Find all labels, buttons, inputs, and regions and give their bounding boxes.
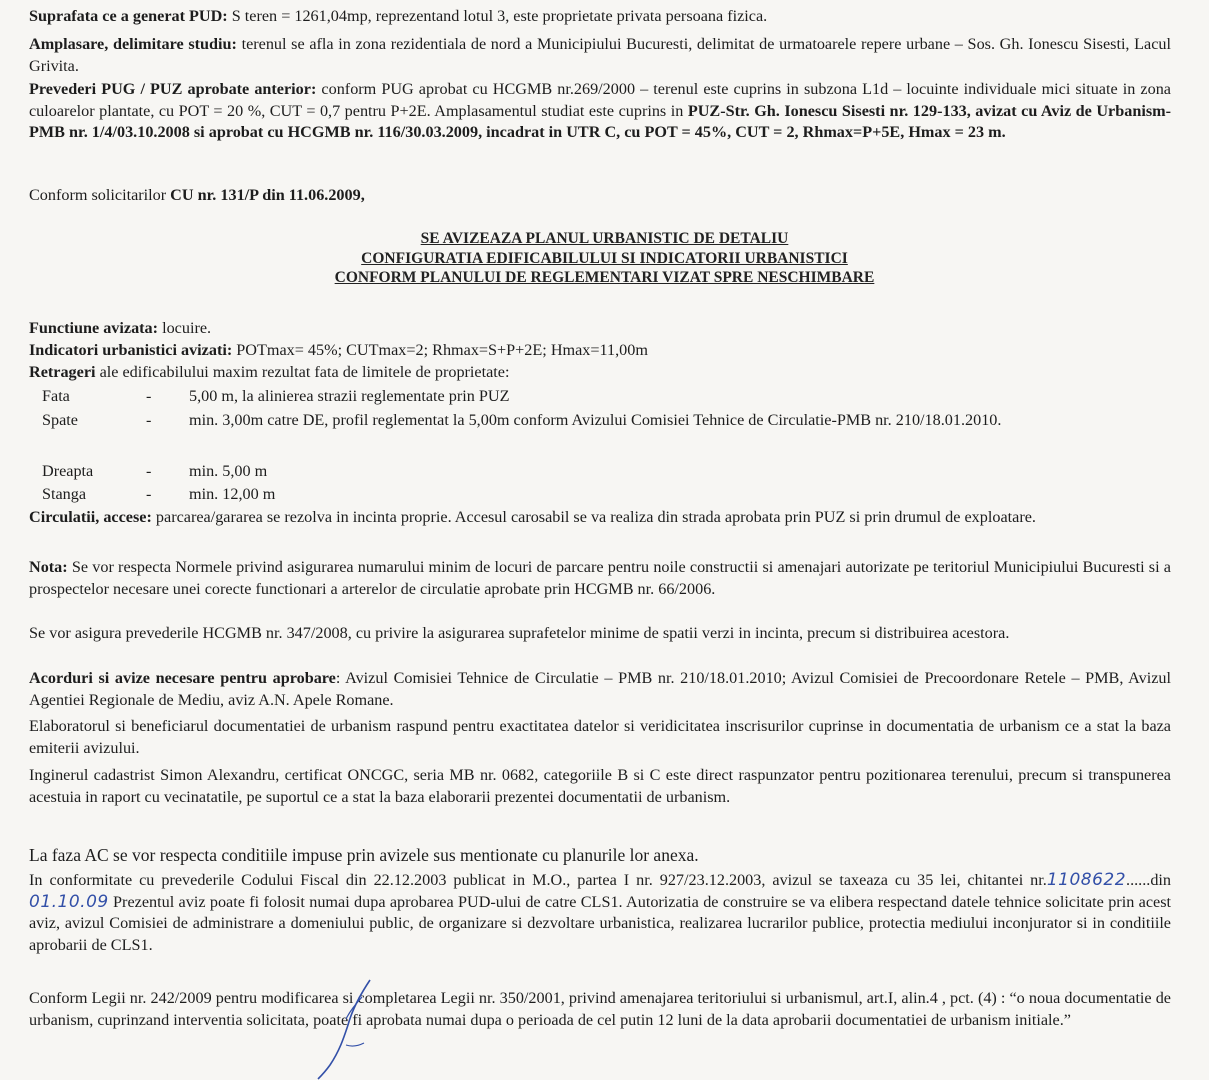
ret-name-spate: Spate <box>42 411 78 429</box>
text-conformitate-b: ......din <box>1126 871 1171 889</box>
paragraph-legea: Conform Legii nr. 242/2009 pentru modificarea si completarea Legii nr. 350/2001, privind amenajarea teritoriului si urbanismul, art.I, alin.4 , pct. (4) : “o noua documentatie de urbanism, cuprinzand interventia solicitata, poate fi aprobata numai dupa o perioada de cel putin 12 luni de la data aprobarii documentatiei de urbanism initiale.” <box>29 989 1171 1029</box>
handwritten-receipt-number: 1108622 <box>1046 870 1127 890</box>
ret-name-stanga: Stanga <box>42 485 87 503</box>
ret-dash-spate: - <box>146 411 152 429</box>
label-circulatii: Circulatii, accese: <box>29 508 152 526</box>
text-circulatii: parcarea/gararea se rezolva in incinta proprie. Accesul carosabil se va realiza din strada aprobata prin PUZ si prin drumul de exploatare. <box>151 508 1036 526</box>
ret-value-dreapta: min. 5,00 m <box>189 462 268 480</box>
text-indicatori: POTmax= 45%; CUTmax=2; Rhmax=S+P+2E; Hmax=11,00m <box>232 341 648 359</box>
label-acorduri: Acorduri si avize necesare pentru aprobare <box>29 669 336 687</box>
label-indicatori: Indicatori urbanistici avizati: <box>29 341 233 359</box>
signature-mark <box>300 975 420 1080</box>
ret-name-dreapta: Dreapta <box>42 462 94 480</box>
heading-line-1: SE AVIZEAZA PLANUL URBANISTIC DE DETALIU <box>420 230 789 247</box>
paragraph-indicatori <box>29 340 1171 362</box>
paragraph-acorduri <box>29 668 1171 711</box>
text-acorduri: : Avizul Comisiei Tehnice de Circulatie – PMB nr. 210/18.01.2010; Avizul Comisiei de Precoordonare Retele – PMB, Avizul Agentiei Regionale de Mediu, aviz A.N. Apele Romane. <box>29 669 1171 709</box>
paragraph-elaboratorul: Elaboratorul si beneficiarul documentatiei de urbanism raspund pentru exactitatea datelor si veridicitatea inscrisurilor cuprinse in documentatia de urbanism ce a stat la baza emiterii avizului. <box>29 717 1171 757</box>
text-prevederi-bold: PUZ-Str. Gh. Ionescu Sisesti nr. 129-133, avizat cu Aviz de Urbanism-PMB nr. 1/4/03.10.2008 si aprobat cu HCGMB nr. 116/30.03.2009, incadrat in UTR C, cu POT = 45%, CUT = 2, Rhmax=P+5E, Hmax = 23 m. <box>29 101 1172 141</box>
text-suprafata: S teren = 1261,04mp, reprezentand lotul 3, este proprietate privata persoana fizica. <box>227 7 768 25</box>
handwritten-date: 01.10.09 <box>29 891 109 912</box>
label-functiune: Functiune avizata: <box>29 319 159 337</box>
ret-dash-dreapta: - <box>146 462 152 480</box>
ret-value-spate: min. 3,00m catre DE, profil reglementat la 5,00m conform Avizului Comisiei Tehnice de Circulatie-PMB nr. 210/18.01.2010. <box>189 411 1002 429</box>
paragraph-conformitate <box>29 870 1171 956</box>
text-conformitate-c: Prezentul aviz poate fi folosit numai dupa aprobarea PUD-ului de catre CLS1. Autorizatia de construire se va elibera respectand datele tehnice solicitate prin acest aviz, avizul Comisiei de administrare a domeniului public, de organizare si dezvoltare urbanistica, realizarea lucrarilor publice, protectia mediului inconjurator si in conditiile aprobarii de CLS1. <box>29 892 1171 954</box>
text-conform: Conform solicitarilor <box>29 186 171 204</box>
heading-line-2: CONFIGURATIA EDIFICABILULUI SI INDICATORII URBANISTICI <box>361 250 848 267</box>
paragraph-functiune <box>29 318 1171 340</box>
paragraph-suprafata <box>29 6 1171 28</box>
text-nota: Se vor respecta Normele privind asigurarea numarului minim de locuri de parcare pentru noile constructii si amenajari autorizate pe teritoriul Municipiului Bucuresti si a prospectelor necesare unei corecte functionari a arterelor de circulatie aprobate prin HCGMB nr. 66/2006. <box>29 558 1171 598</box>
text-retrageri: ale edificabilului maxim rezultat fata de limitele de proprietate: <box>95 363 510 381</box>
label-prevederi: Prevederi PUG / PUZ aprobate anterior: <box>29 80 317 98</box>
paragraph-hcgmb: Se vor asigura prevederile HCGMB nr. 347/2008, cu privire la asigurarea suprafetelor minime de spatii verzi in incinta, precum si distribuirea acestora. <box>29 624 1010 642</box>
paragraph-la-faza: La faza AC se vor respecta conditiile impuse prin avizele sus mentionate cu planurile lor anexa. <box>29 845 699 865</box>
ret-value-fata: 5,00 m, la alinierea strazii reglementate prin PUZ <box>189 387 510 405</box>
paragraph-inginerul: Inginerul cadastrist Simon Alexandru, certificat ONCGC, seria MB nr. 0682, categoriile B si C este direct raspunzator pentru pozitionarea terenului, precum si transpunerea acestuia in raport cu vecinatatile, pe suportul ce a stat la baza elaborarii prezentei documentatii de urbanism. <box>29 766 1171 806</box>
label-amplasare: Amplasare, delimitare studiu: <box>29 35 237 53</box>
text-cu-number: CU nr. 131/P din 11.06.2009, <box>170 186 365 204</box>
ret-value-stanga: min. 12,00 m <box>189 485 276 503</box>
text-amplasare: terenul se afla in zona rezidentiala de nord a Municipiului Bucuresti, delimitat de urmatoarele repere urbane – Sos. Gh. Ionescu Sisesti, Lacul Grivita. <box>29 35 1171 75</box>
paragraph-circulatii <box>29 507 1171 529</box>
paragraph-conform-solicitarilor <box>29 185 1171 207</box>
label-suprafata: Suprafata ce a generat PUD: <box>29 7 228 25</box>
paragraph-prevederi <box>29 79 1171 144</box>
ret-name-fata: Fata <box>42 387 70 405</box>
paragraph-retrageri <box>29 362 1171 384</box>
heading-line-3: CONFORM PLANULUI DE REGLEMENTARI VIZAT SPRE NESCHIMBARE <box>334 269 875 286</box>
text-prevederi: conform PUG aprobat cu HCGMB nr.269/2000 – terenul este cuprins in subzona L1d – locuinte individuale mici situate in zona culoarelor plantate, cu POT = 20 %, CUT = 0,7 pentru P+2E. Amplasamentul studiat este cuprins in <box>29 80 1171 120</box>
ret-dash-fata: - <box>146 387 152 405</box>
label-retrageri: Retrageri <box>29 363 96 381</box>
label-nota: Nota: <box>29 558 68 576</box>
ret-dash-stanga: - <box>146 485 152 503</box>
text-functiune: locuire. <box>158 319 212 337</box>
text-conformitate-a: In conformitate cu prevederile Codului Fiscal din 22.12.2003 publicat in M.O., partea I nr. 927/23.12.2003, avizul se taxeaza cu 35 lei, chitantei nr. <box>29 871 1047 889</box>
paragraph-amplasare <box>29 34 1171 77</box>
paragraph-nota <box>29 557 1171 600</box>
